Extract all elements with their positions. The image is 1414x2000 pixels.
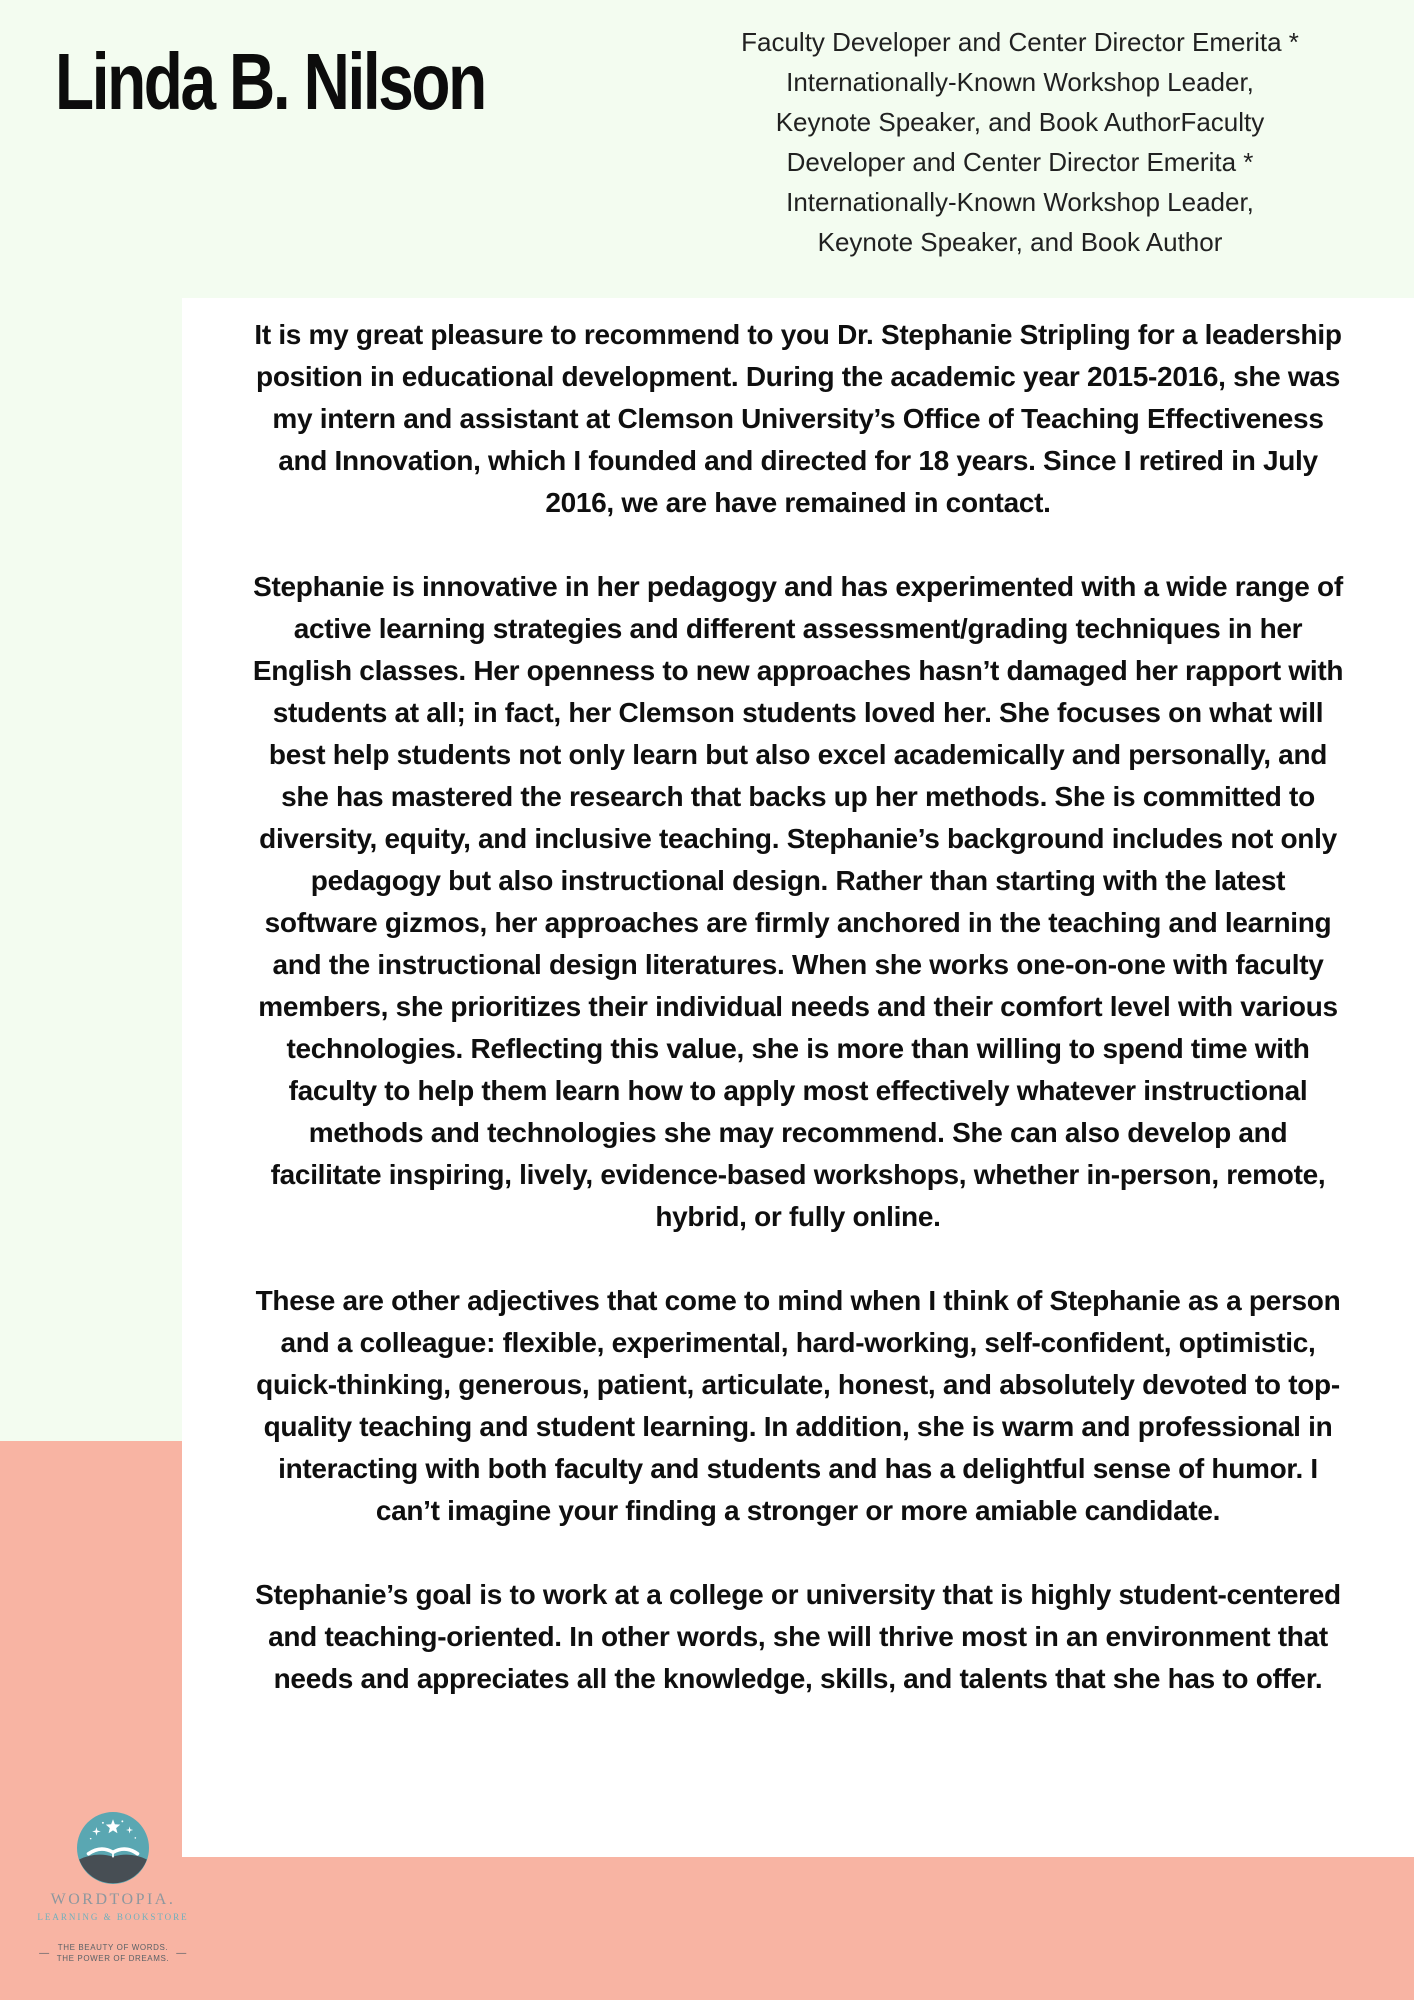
bottom-accent-strip xyxy=(0,1857,1414,2000)
tagline-line: THE BEAUTY OF WORDS. xyxy=(57,1943,169,1952)
logo-subtitle: LEARNING & BOOKSTORE xyxy=(37,1912,189,1922)
logo-tagline xyxy=(28,1942,198,1964)
logo-wordmark: WORDTOPIA. xyxy=(50,1891,176,1908)
tagline-dash-left: — xyxy=(39,1947,50,1959)
letter-paragraph: It is my great pleasure to recommend to you Dr. Stephanie Stripling for a leadership position in educational development. During the academic year 2015-2016, she was my intern and assistant at Clemson University’s Office of Teaching Effectiveness and Innovation, which I founded and directed for 18 years. Since I retired in July 2016, we are have remained in contact. xyxy=(254,319,1342,518)
wordtopia-logo xyxy=(28,1812,198,1964)
author-subtitle-line: Keynote Speaker, and Book Author xyxy=(817,227,1223,257)
author-subtitle-line: Developer and Center Director Emerita * xyxy=(786,147,1254,177)
author-subtitle-line: Keynote Speaker, and Book AuthorFaculty xyxy=(775,107,1265,137)
author-name: Linda B. Nilson xyxy=(55,37,485,126)
tagline-line: THE POWER OF DREAMS. xyxy=(56,1954,170,1963)
author-subtitle xyxy=(630,22,1410,262)
author-subtitle-line: Internationally-Known Workshop Leader, xyxy=(786,187,1254,217)
letter-paragraph: These are other adjectives that come to mind when I think of Stephanie as a person and a colleague: flexible, experimental, hard-working, self-confident, optimistic, quick-thinking, generous, patient, articulate, honest, and absolutely devoted to top-quality teaching and student learning. In addition, she is warm and professional in interacting with both faculty and students and has a delightful sense of humor. I can’t imagine your finding a stronger or more amiable candidate. xyxy=(255,1285,1341,1526)
letter-paragraph: Stephanie is innovative in her pedagogy and has experimented with a wide range of active learning strategies and different assessment/grading techniques in her English classes. Her openness to new approaches hasn’t damaged her rapport with students at all; in fact, her Clemson students loved her. She focuses on what will best help students not only learn but also excel academically and personally, and she has mastered the research that backs up her methods. She is committed to diversity, equity, and inclusive teaching. Stephanie’s background includes not only pedagogy but also instructional design. Rather than starting with the latest software gizmos, her approaches are firmly anchored in the teaching and learning and the instructional design literatures. When she works one-on-one with faculty members, she prioritizes their individual needs and their comfort level with various technologies. Reflecting this value, she is more than willing to spend time with faculty to help them learn how to apply most effectively whatever instructional methods and technologies she may recommend. She can also develop and facilitate inspiring, lively, evidence-based workshops, whether in-person, remote, hybrid, or fully online. xyxy=(252,571,1344,1232)
letter-paragraph: Stephanie’s goal is to work at a college or university that is highly student-centered and teaching-oriented. In other words, she will thrive most in an environment that needs and appreciates all the knowledge, skills, and talents that she has to offer. xyxy=(255,1579,1341,1694)
author-subtitle-line: Faculty Developer and Center Director Emerita * xyxy=(741,27,1299,57)
wordtopia-logo-icon xyxy=(77,1812,149,1884)
tagline-dash-right: — xyxy=(176,1947,187,1959)
author-subtitle-line: Internationally-Known Workshop Leader, xyxy=(786,67,1254,97)
open-book-icon xyxy=(79,1855,147,1884)
letter-body-panel xyxy=(182,298,1414,1857)
